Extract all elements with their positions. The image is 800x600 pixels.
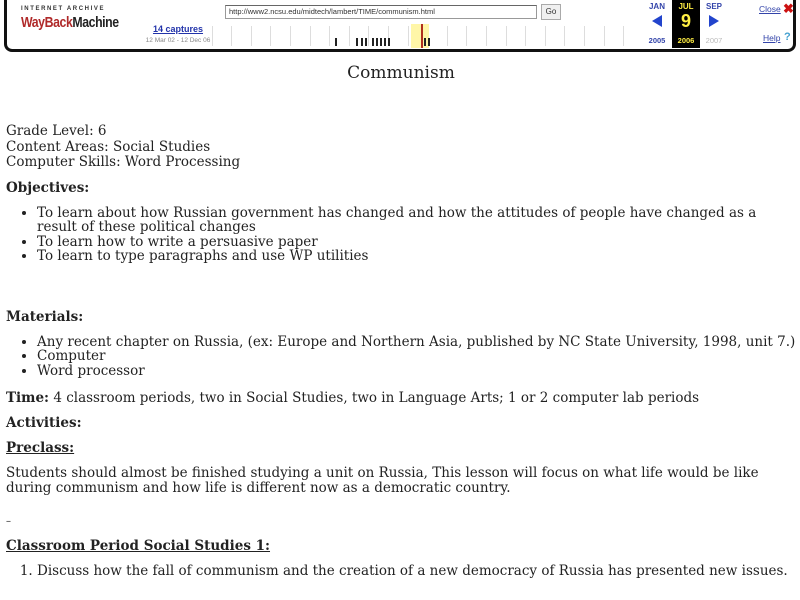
lesson-meta [6, 124, 796, 171]
capture-calendar [643, 0, 727, 48]
timeline-year-divider [231, 26, 232, 46]
next-month[interactable]: SEP [705, 2, 722, 11]
material-item: • Word processor [37, 364, 796, 379]
calendar-next[interactable] [700, 0, 728, 48]
timeline-year-divider [212, 26, 213, 46]
timeline-year-divider [564, 26, 565, 46]
timeline-year-divider [584, 26, 585, 46]
computer-skills: Computer Skills: Word Processing [6, 154, 241, 170]
logo-internet-archive-text: INTERNET ARCHIVE [21, 6, 106, 12]
preclass-text: Students should almost be finished studying a unit on Russia, This lesson will focus on what life would be like during communism and how life is different now as a democratic country. [6, 465, 759, 496]
objectives-heading: Objectives: [6, 179, 90, 196]
timeline-capture-mark [428, 38, 430, 46]
preclass-heading: Preclass: [6, 440, 75, 456]
timeline-year-divider [506, 26, 507, 46]
prev-capture-arrow-icon[interactable] [652, 15, 662, 27]
page-title: Communism [347, 63, 455, 83]
timeline-capture-mark [356, 38, 358, 46]
captures-info [133, 24, 223, 44]
timeline-capture-mark [384, 38, 386, 46]
timeline-capture-mark [372, 38, 374, 46]
grade-level: Grade Level: 6 [6, 123, 107, 139]
spacer [6, 264, 796, 300]
next-capture-arrow-icon[interactable] [709, 15, 719, 27]
time-label: Time: [6, 390, 50, 406]
time-value: 4 classroom periods, two in Social Studies, two in Language Arts; 1 or 2 computer lab periods [49, 390, 700, 406]
close-icon[interactable]: ✖ [783, 1, 794, 16]
timeline-current-capture [421, 24, 423, 48]
materials-list [37, 335, 796, 379]
logo-wayback: WayBack [21, 14, 73, 31]
next-year: 2007 [705, 36, 723, 45]
capture-timeline[interactable] [212, 24, 642, 48]
timeline-year-divider [349, 26, 350, 46]
period1-heading: Classroom Period Social Studies 1: [6, 538, 271, 554]
timeline-capture-mark [380, 38, 382, 46]
objective-item: • To learn about how Russian government has changed and how the attitudes of people have changed as a result of these political changes [37, 206, 796, 235]
help-icon[interactable]: ? [784, 31, 791, 43]
wayback-logo[interactable] [21, 6, 119, 40]
timeline-year-divider [368, 26, 369, 46]
period1-item: 1. Discuss how the fall of communism and the creation of a new democracy of Russia has presented new issues. [37, 564, 796, 579]
logo-wayback-machine-text [21, 14, 119, 31]
timeline-year-divider [251, 26, 252, 46]
timeline-year-divider [486, 26, 487, 46]
timeline-year-divider [623, 26, 624, 46]
time-line [6, 391, 796, 406]
close-link[interactable]: Close [759, 4, 781, 14]
timeline-year-divider [408, 26, 409, 46]
timeline-capture-mark [424, 38, 426, 46]
calendar-prev[interactable] [643, 0, 671, 48]
timeline-year-divider [447, 26, 448, 46]
material-item: • Any recent chapter on Russia, (ex: Europe and Northern Asia, published by NC State University, 1998, unit 7.) [37, 335, 796, 350]
captures-link[interactable]: 14 captures [152, 24, 204, 34]
url-input[interactable]: http://www2.ncsu.edu/midtech/lambert/TIME/communism.html [225, 5, 537, 19]
timeline-year-divider [604, 26, 605, 46]
logo-machine: Machine [72, 14, 119, 31]
timeline-capture-mark [388, 38, 390, 46]
calendar-current [672, 0, 700, 48]
prev-year[interactable]: 2005 [648, 36, 666, 45]
timeline-year-divider [290, 26, 291, 46]
wayback-toolbar [4, 0, 796, 52]
period1-list [37, 564, 796, 579]
timeline-year-divider [545, 26, 546, 46]
page-content [6, 60, 796, 579]
timeline-year-divider [270, 26, 271, 46]
timeline-capture-mark [335, 38, 337, 46]
current-year: 2006 [677, 36, 695, 45]
timeline-year-divider [466, 26, 467, 46]
prev-month[interactable]: JAN [648, 2, 665, 11]
timeline-current-year-highlight [411, 24, 429, 48]
dash-separator: – [6, 516, 11, 527]
timeline-year-divider [525, 26, 526, 46]
objectives-list [37, 206, 796, 264]
timeline-year-divider [329, 26, 330, 46]
objective-item: • To learn how to write a persuasive paper [37, 235, 796, 250]
materials-heading: Materials: [6, 308, 84, 325]
material-item: • Computer [37, 349, 796, 364]
go-button[interactable]: Go [541, 4, 561, 20]
current-month: JUL [678, 2, 694, 11]
timeline-capture-mark [365, 38, 367, 46]
objective-item: • To learn to type paragraphs and use WP utilities [37, 249, 796, 264]
current-day: 9 [680, 11, 691, 31]
timeline-year-divider [310, 26, 311, 46]
captures-range: 12 Mar 02 - 12 Dec 06 [145, 37, 211, 44]
help-link[interactable]: Help [763, 33, 781, 43]
content-areas: Content Areas: Social Studies [6, 138, 211, 155]
activities-heading: Activities: [6, 415, 82, 431]
timeline-capture-mark [376, 38, 378, 46]
timeline-capture-mark [361, 38, 363, 46]
